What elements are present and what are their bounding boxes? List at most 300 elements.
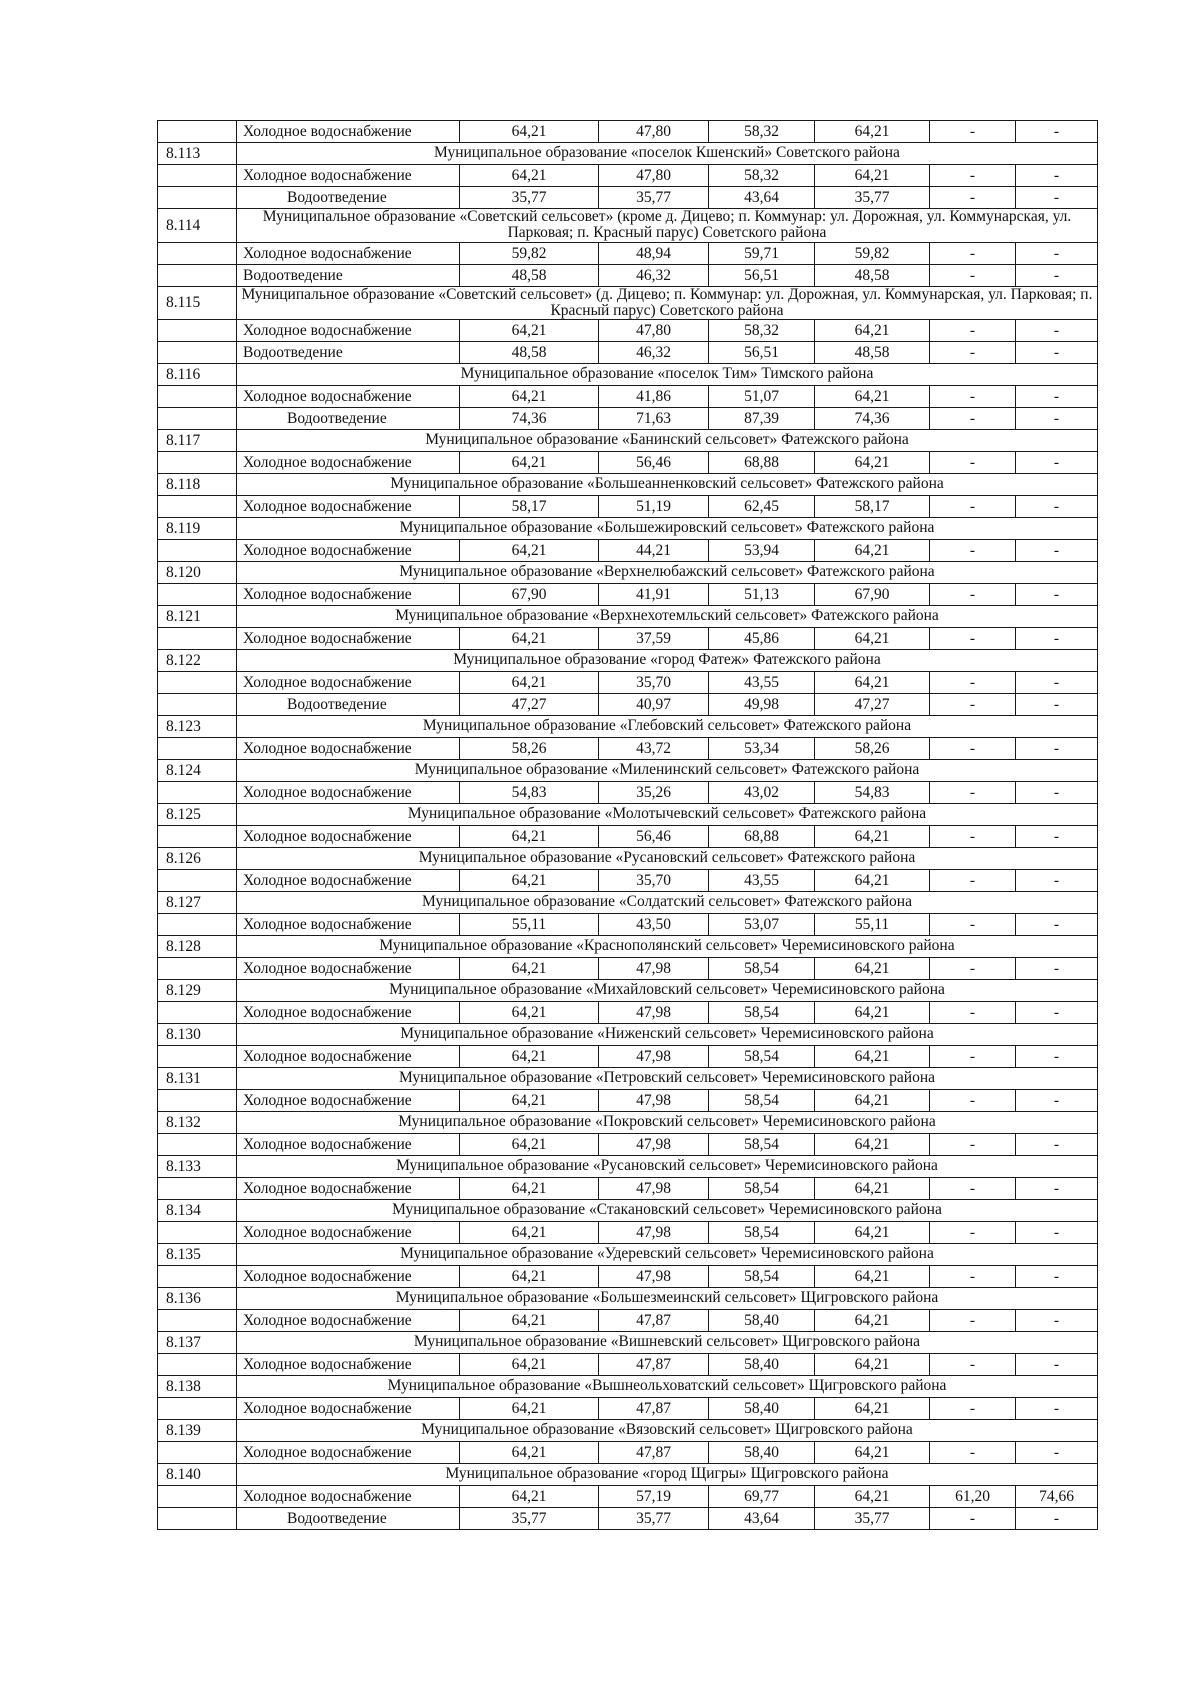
empty-number-cell <box>158 738 237 760</box>
empty-number-cell <box>158 694 237 716</box>
tariff-value: 47,80 <box>599 165 709 187</box>
table-row <box>158 1486 1098 1508</box>
empty-number-cell <box>158 782 237 804</box>
table-row <box>158 452 1098 474</box>
row-number: 8.118 <box>158 474 237 496</box>
tariff-value: 61,20 <box>930 1486 1016 1508</box>
row-number: 8.129 <box>158 980 237 1002</box>
section-row <box>158 606 1098 628</box>
empty-number-cell <box>158 408 237 430</box>
table-row <box>158 342 1098 364</box>
tariff-value: 43,55 <box>709 672 815 694</box>
tariff-value: - <box>1016 672 1098 694</box>
municipality-title: Муниципальное образование «Ниженский сельсовет» Черемисиновского района <box>237 1024 1098 1046</box>
service-name: Холодное водоснабжение <box>237 1222 460 1244</box>
section-row <box>158 286 1098 320</box>
tariff-value: 44,21 <box>599 540 709 562</box>
row-number: 8.128 <box>158 936 237 958</box>
tariff-value: - <box>930 1442 1016 1464</box>
service-name: Холодное водоснабжение <box>237 121 460 143</box>
row-number: 8.116 <box>158 364 237 386</box>
row-number: 8.122 <box>158 650 237 672</box>
empty-number-cell <box>158 540 237 562</box>
service-name: Холодное водоснабжение <box>237 1134 460 1156</box>
tariff-value: 55,11 <box>815 914 930 936</box>
tariff-value: - <box>1016 914 1098 936</box>
section-row <box>158 1024 1098 1046</box>
tariff-value: 64,21 <box>460 628 599 650</box>
empty-number-cell <box>158 1134 237 1156</box>
tariff-value: - <box>930 1090 1016 1112</box>
row-number: 8.114 <box>158 209 237 243</box>
tariff-value: 64,21 <box>460 1222 599 1244</box>
tariff-value: 47,98 <box>599 1178 709 1200</box>
tariff-value: 68,88 <box>709 452 815 474</box>
municipality-title: Муниципальное образование «город Фатеж» Фатежского района <box>237 650 1098 672</box>
tariff-value: 47,27 <box>460 694 599 716</box>
municipality-title: Муниципальное образование «Русановский сельсовет» Черемисиновского района <box>237 1156 1098 1178</box>
tariff-value: 43,72 <box>599 738 709 760</box>
tariff-value: 58,54 <box>709 1134 815 1156</box>
service-name: Водоотведение <box>237 187 460 209</box>
section-row <box>158 1112 1098 1134</box>
table-row <box>158 386 1098 408</box>
section-row <box>158 936 1098 958</box>
tariff-value: - <box>930 342 1016 364</box>
empty-number-cell <box>158 672 237 694</box>
service-name: Холодное водоснабжение <box>237 1486 460 1508</box>
tariff-value: - <box>930 386 1016 408</box>
table-row <box>158 1442 1098 1464</box>
table-row <box>158 1508 1098 1530</box>
municipality-title: Муниципальное образование «Русановский сельсовет» Фатежского района <box>237 848 1098 870</box>
empty-number-cell <box>158 1442 237 1464</box>
empty-number-cell <box>158 914 237 936</box>
section-row <box>158 716 1098 738</box>
tariff-value: 54,83 <box>460 782 599 804</box>
tariff-value: 64,21 <box>815 672 930 694</box>
municipality-title: Муниципальное образование «Вишневский сельсовет» Щигровского района <box>237 1332 1098 1354</box>
table-row <box>158 958 1098 980</box>
tariff-value: 64,21 <box>815 1486 930 1508</box>
service-name: Холодное водоснабжение <box>237 1090 460 1112</box>
tariff-value: 48,58 <box>815 264 930 286</box>
tariff-value: - <box>930 782 1016 804</box>
table-row <box>158 242 1098 264</box>
tariff-value: 51,07 <box>709 386 815 408</box>
tariff-value: 35,77 <box>460 187 599 209</box>
tariff-value: 43,02 <box>709 782 815 804</box>
table-row <box>158 408 1098 430</box>
service-name: Холодное водоснабжение <box>237 1178 460 1200</box>
service-name: Холодное водоснабжение <box>237 1398 460 1420</box>
tariff-value: - <box>930 826 1016 848</box>
tariff-value: 67,90 <box>815 584 930 606</box>
tariff-value: - <box>930 540 1016 562</box>
tariff-value: 43,55 <box>709 870 815 892</box>
table-row <box>158 628 1098 650</box>
tariff-value: 64,21 <box>460 1090 599 1112</box>
service-name: Холодное водоснабжение <box>237 1046 460 1068</box>
tariff-value: 64,21 <box>815 1090 930 1112</box>
tariff-value: 58,54 <box>709 1002 815 1024</box>
tariff-value: 64,21 <box>815 1266 930 1288</box>
tariff-value: 41,91 <box>599 584 709 606</box>
section-row <box>158 1420 1098 1442</box>
tariff-value: 47,98 <box>599 1266 709 1288</box>
section-row <box>158 804 1098 826</box>
tariff-value: 64,21 <box>815 1002 930 1024</box>
row-number: 8.117 <box>158 430 237 452</box>
tariff-value: - <box>930 672 1016 694</box>
tariff-value: - <box>930 738 1016 760</box>
tariff-value: 71,63 <box>599 408 709 430</box>
tariff-value: 56,51 <box>709 264 815 286</box>
tariff-value: 47,87 <box>599 1442 709 1464</box>
tariff-value: - <box>930 584 1016 606</box>
tariff-value: 58,32 <box>709 320 815 342</box>
empty-number-cell <box>158 958 237 980</box>
tariff-value: 64,21 <box>815 540 930 562</box>
tariff-value: 64,21 <box>815 121 930 143</box>
tariff-value: - <box>1016 187 1098 209</box>
section-row <box>158 1244 1098 1266</box>
tariff-value: 64,21 <box>815 1222 930 1244</box>
service-name: Холодное водоснабжение <box>237 1442 460 1464</box>
tariff-value: - <box>1016 342 1098 364</box>
tariff-value: - <box>1016 1178 1098 1200</box>
tariff-value: 51,13 <box>709 584 815 606</box>
service-name: Холодное водоснабжение <box>237 826 460 848</box>
tariff-value: - <box>930 1266 1016 1288</box>
section-row <box>158 430 1098 452</box>
tariff-value: 47,27 <box>815 694 930 716</box>
tariff-value: 47,87 <box>599 1354 709 1376</box>
tariff-value: - <box>1016 1222 1098 1244</box>
tariff-value: 64,21 <box>460 386 599 408</box>
tariff-value: 47,98 <box>599 1134 709 1156</box>
tariff-value: 56,46 <box>599 452 709 474</box>
empty-number-cell <box>158 264 237 286</box>
row-number: 8.131 <box>158 1068 237 1090</box>
tariff-value: 64,21 <box>460 540 599 562</box>
tariff-value: 43,64 <box>709 1508 815 1530</box>
tariff-value: - <box>930 958 1016 980</box>
empty-number-cell <box>158 342 237 364</box>
tariff-value: - <box>1016 408 1098 430</box>
tariff-value: 69,77 <box>709 1486 815 1508</box>
tariff-value: - <box>1016 628 1098 650</box>
tariff-value: 64,21 <box>460 672 599 694</box>
tariff-value: 64,21 <box>460 1486 599 1508</box>
section-row <box>158 1288 1098 1310</box>
service-name: Холодное водоснабжение <box>237 1354 460 1376</box>
tariff-value: 64,21 <box>815 826 930 848</box>
empty-number-cell <box>158 1266 237 1288</box>
tariff-value: 64,21 <box>460 1398 599 1420</box>
tariff-value: 58,54 <box>709 958 815 980</box>
tariff-value: 45,86 <box>709 628 815 650</box>
tariff-value: 64,21 <box>815 628 930 650</box>
tariff-value: - <box>930 694 1016 716</box>
service-name: Холодное водоснабжение <box>237 242 460 264</box>
empty-number-cell <box>158 320 237 342</box>
service-name: Водоотведение <box>237 694 460 716</box>
section-row <box>158 518 1098 540</box>
tariff-value: 64,21 <box>815 1134 930 1156</box>
tariff-value: 48,58 <box>460 264 599 286</box>
tariff-value: 47,80 <box>599 121 709 143</box>
service-name: Водоотведение <box>237 264 460 286</box>
tariff-value: - <box>930 1398 1016 1420</box>
tariff-value: 58,40 <box>709 1354 815 1376</box>
section-row <box>158 1068 1098 1090</box>
tariff-value: - <box>1016 540 1098 562</box>
row-number: 8.138 <box>158 1376 237 1398</box>
municipality-title: Муниципальное образование «Советский сельсовет» (кроме д. Дицево; п. Коммунар: ул. Дорожная, ул. Коммунарская, ул. Парковая; п. Красный парус) Советского района <box>237 209 1098 243</box>
tariff-value: - <box>930 1222 1016 1244</box>
tariff-value: 47,98 <box>599 1002 709 1024</box>
tariff-value: 43,50 <box>599 914 709 936</box>
section-row <box>158 892 1098 914</box>
service-name: Водоотведение <box>237 408 460 430</box>
tariff-value: - <box>930 1178 1016 1200</box>
table-row <box>158 540 1098 562</box>
tariff-value: 64,21 <box>815 1178 930 1200</box>
tariff-value: - <box>1016 320 1098 342</box>
row-number: 8.130 <box>158 1024 237 1046</box>
tariff-value: 64,21 <box>815 452 930 474</box>
tariff-value: 64,21 <box>815 870 930 892</box>
tariff-value: - <box>1016 121 1098 143</box>
service-name: Холодное водоснабжение <box>237 628 460 650</box>
tariff-value: - <box>930 870 1016 892</box>
municipality-title: Муниципальное образование «поселок Кшенский» Советского района <box>237 143 1098 165</box>
tariff-value: 58,54 <box>709 1046 815 1068</box>
tariff-value: 64,21 <box>460 320 599 342</box>
service-name: Холодное водоснабжение <box>237 1266 460 1288</box>
service-name: Холодное водоснабжение <box>237 165 460 187</box>
section-row <box>158 562 1098 584</box>
tariff-value: 58,54 <box>709 1178 815 1200</box>
tariff-value: 47,98 <box>599 958 709 980</box>
tariff-value: - <box>1016 1090 1098 1112</box>
tariff-value: 58,54 <box>709 1090 815 1112</box>
table-row <box>158 1310 1098 1332</box>
tariff-value: 64,21 <box>815 1398 930 1420</box>
tariff-value: 58,54 <box>709 1222 815 1244</box>
tariff-value: 67,90 <box>460 584 599 606</box>
section-row <box>158 1200 1098 1222</box>
row-number: 8.134 <box>158 1200 237 1222</box>
tariff-value: 74,66 <box>1016 1486 1098 1508</box>
table-row <box>158 870 1098 892</box>
tariff-value: 47,98 <box>599 1046 709 1068</box>
tariff-value: 64,21 <box>460 452 599 474</box>
tariff-value: 59,82 <box>460 242 599 264</box>
tariff-value: 64,21 <box>460 1134 599 1156</box>
tariff-value: 64,21 <box>460 165 599 187</box>
municipality-title: Муниципальное образование «Верхнехотемльский сельсовет» Фатежского района <box>237 606 1098 628</box>
table-row <box>158 1222 1098 1244</box>
tariff-value: 68,88 <box>709 826 815 848</box>
empty-number-cell <box>158 826 237 848</box>
table-row <box>158 1178 1098 1200</box>
tariff-value: - <box>930 320 1016 342</box>
tariff-value: 46,32 <box>599 342 709 364</box>
tariff-value: 64,21 <box>460 958 599 980</box>
tariff-value: 74,36 <box>815 408 930 430</box>
empty-number-cell <box>158 187 237 209</box>
tariff-value: - <box>1016 386 1098 408</box>
municipality-title: Муниципальное образование «Верхнелюбажский сельсовет» Фатежского района <box>237 562 1098 584</box>
tariff-value: 64,21 <box>460 1266 599 1288</box>
tariff-value: - <box>1016 1508 1098 1530</box>
municipality-title: Муниципальное образование «Молотычевский сельсовет» Фатежского района <box>237 804 1098 826</box>
empty-number-cell <box>158 1310 237 1332</box>
empty-number-cell <box>158 165 237 187</box>
tariff-value: - <box>930 264 1016 286</box>
table-row <box>158 782 1098 804</box>
row-number: 8.113 <box>158 143 237 165</box>
row-number: 8.120 <box>158 562 237 584</box>
tariff-value: 58,54 <box>709 1266 815 1288</box>
tariff-value: - <box>1016 738 1098 760</box>
table-row <box>158 187 1098 209</box>
table-row <box>158 1266 1098 1288</box>
tariff-value: 47,80 <box>599 320 709 342</box>
tariff-value: 59,71 <box>709 242 815 264</box>
tariff-value: 55,11 <box>460 914 599 936</box>
table-row <box>158 121 1098 143</box>
tariff-value: - <box>930 408 1016 430</box>
section-row <box>158 1332 1098 1354</box>
municipality-title: Муниципальное образование «Большежировский сельсовет» Фатежского района <box>237 518 1098 540</box>
table-row <box>158 1354 1098 1376</box>
row-number: 8.135 <box>158 1244 237 1266</box>
section-row <box>158 848 1098 870</box>
tariff-value: - <box>930 1046 1016 1068</box>
section-row <box>158 364 1098 386</box>
service-name: Холодное водоснабжение <box>237 672 460 694</box>
service-name: Холодное водоснабжение <box>237 738 460 760</box>
row-number: 8.119 <box>158 518 237 540</box>
municipality-title: Муниципальное образование «Большезмеинский сельсовет» Щигровского района <box>237 1288 1098 1310</box>
tariff-value: 47,87 <box>599 1310 709 1332</box>
table-row <box>158 672 1098 694</box>
empty-number-cell <box>158 1090 237 1112</box>
municipality-title: Муниципальное образование «город Щигры» Щигровского района <box>237 1464 1098 1486</box>
tariff-value: - <box>1016 1046 1098 1068</box>
empty-number-cell <box>158 242 237 264</box>
service-name: Холодное водоснабжение <box>237 958 460 980</box>
tariff-value: 49,98 <box>709 694 815 716</box>
municipality-title: Муниципальное образование «Стакановский сельсовет» Черемисиновского района <box>237 1200 1098 1222</box>
row-number: 8.139 <box>158 1420 237 1442</box>
tariff-value: 58,17 <box>460 496 599 518</box>
service-name: Холодное водоснабжение <box>237 870 460 892</box>
tariff-value: - <box>1016 694 1098 716</box>
row-number: 8.127 <box>158 892 237 914</box>
tariff-value: 53,34 <box>709 738 815 760</box>
tariff-value: - <box>930 1310 1016 1332</box>
tariff-value: - <box>1016 1310 1098 1332</box>
tariff-value: - <box>930 121 1016 143</box>
section-row <box>158 143 1098 165</box>
tariff-value: - <box>1016 1354 1098 1376</box>
tariff-value: - <box>930 496 1016 518</box>
table-row <box>158 584 1098 606</box>
tariff-value: - <box>930 1508 1016 1530</box>
tariff-value: 64,21 <box>460 870 599 892</box>
service-name: Холодное водоснабжение <box>237 320 460 342</box>
section-row <box>158 650 1098 672</box>
section-row <box>158 1376 1098 1398</box>
tariff-value: 58,17 <box>815 496 930 518</box>
tariff-value: 35,77 <box>815 187 930 209</box>
section-row <box>158 1464 1098 1486</box>
empty-number-cell <box>158 1178 237 1200</box>
tariff-value: 40,97 <box>599 694 709 716</box>
municipality-title: Муниципальное образование «Глебовский сельсовет» Фатежского района <box>237 716 1098 738</box>
table-row <box>158 738 1098 760</box>
municipality-title: Муниципальное образование «Большеанненковский сельсовет» Фатежского района <box>237 474 1098 496</box>
tariff-value: 64,21 <box>815 958 930 980</box>
empty-number-cell <box>158 628 237 650</box>
section-row <box>158 1156 1098 1178</box>
tariff-value: 35,26 <box>599 782 709 804</box>
tariff-value: 64,21 <box>460 1310 599 1332</box>
tariff-value: - <box>1016 584 1098 606</box>
row-number: 8.140 <box>158 1464 237 1486</box>
tariff-value: 37,59 <box>599 628 709 650</box>
row-number: 8.123 <box>158 716 237 738</box>
table-row <box>158 1090 1098 1112</box>
empty-number-cell <box>158 870 237 892</box>
tariff-value: 58,40 <box>709 1310 815 1332</box>
table-row <box>158 320 1098 342</box>
tariff-value: 35,77 <box>599 1508 709 1530</box>
tariff-value: 58,26 <box>460 738 599 760</box>
row-number: 8.132 <box>158 1112 237 1134</box>
tariff-value: - <box>1016 1398 1098 1420</box>
tariff-value: 35,70 <box>599 870 709 892</box>
service-name: Холодное водоснабжение <box>237 1310 460 1332</box>
tariff-value: - <box>930 1354 1016 1376</box>
tariff-value: 87,39 <box>709 408 815 430</box>
empty-number-cell <box>158 1002 237 1024</box>
section-row <box>158 760 1098 782</box>
tariff-value: 46,32 <box>599 264 709 286</box>
table-row <box>158 165 1098 187</box>
empty-number-cell <box>158 1222 237 1244</box>
table-row <box>158 1046 1098 1068</box>
tariff-value: - <box>1016 1002 1098 1024</box>
service-name: Холодное водоснабжение <box>237 584 460 606</box>
tariff-value: - <box>1016 958 1098 980</box>
tariff-value: 47,98 <box>599 1090 709 1112</box>
tariff-value: 35,70 <box>599 672 709 694</box>
row-number: 8.137 <box>158 1332 237 1354</box>
tariff-table <box>157 120 1098 1530</box>
tariff-value: 64,21 <box>460 826 599 848</box>
row-number: 8.126 <box>158 848 237 870</box>
municipality-title: Муниципальное образование «Покровский сельсовет» Черемисиновского района <box>237 1112 1098 1134</box>
municipality-title: Муниципальное образование «Михайловский сельсовет» Черемисиновского района <box>237 980 1098 1002</box>
tariff-value: - <box>930 452 1016 474</box>
tariff-value: 47,87 <box>599 1398 709 1420</box>
tariff-value: - <box>1016 1134 1098 1156</box>
